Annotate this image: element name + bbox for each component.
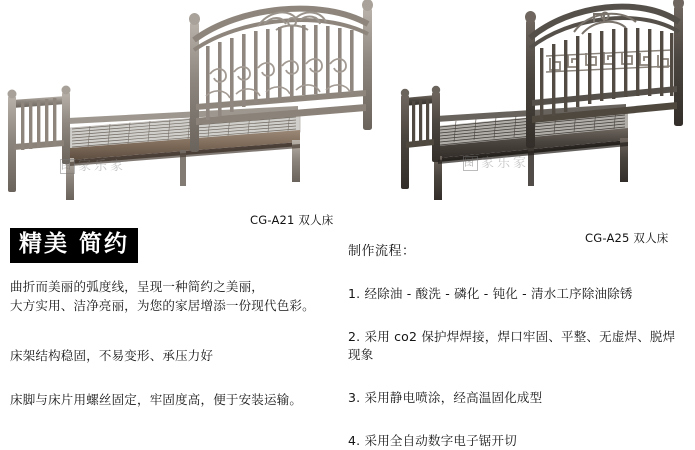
process-step-2: 2. 采用 co2 保护焊焊接，焊口牢固、平整、无虚焊、脱焊现象: [348, 329, 676, 362]
process-step-3: 3. 采用静电喷涂，经高温固化成型: [348, 390, 543, 405]
bed-illustration-right: [398, 0, 695, 215]
left-text-column: [10, 228, 340, 408]
watermark-badge: 图: [61, 161, 74, 172]
description-line-1: 曲折而美丽的弧度线，呈现一种简约之美丽，: [10, 279, 265, 294]
process-flow-column: [348, 240, 688, 449]
process-step-4: 4. 采用全自动数字电子锯开切: [348, 433, 517, 448]
bed-illustration-left: [0, 0, 395, 215]
feature-line-1: 床架结构稳固，不易变形、承压力好: [10, 347, 214, 363]
process-flow-title: 制作流程：: [348, 244, 416, 259]
description-line-2: 大方实用、洁净亮丽，为您的家居增添一份现代色彩。: [10, 298, 315, 314]
watermark-text: 家乐家: [78, 159, 127, 174]
feature-line-2: 床脚与床片用螺丝固定，牢固度高，便于安装运输。: [10, 391, 303, 407]
watermark-text: 家乐家: [481, 156, 530, 171]
product-caption-left: CG-A21 双人床: [250, 213, 334, 227]
product-caption-right: CG-A25 双人床: [585, 231, 669, 245]
description-paragraph: [10, 277, 340, 316]
watermark-badge: 图: [464, 158, 477, 169]
process-step-1: 1. 经除油 - 酸洗 - 磷化 - 钝化 - 清水工序除油除锈: [348, 286, 633, 301]
product-photo-right: [398, 0, 695, 215]
highlight-badge: 精美 简约: [10, 228, 138, 263]
product-photo-left: [0, 0, 395, 215]
